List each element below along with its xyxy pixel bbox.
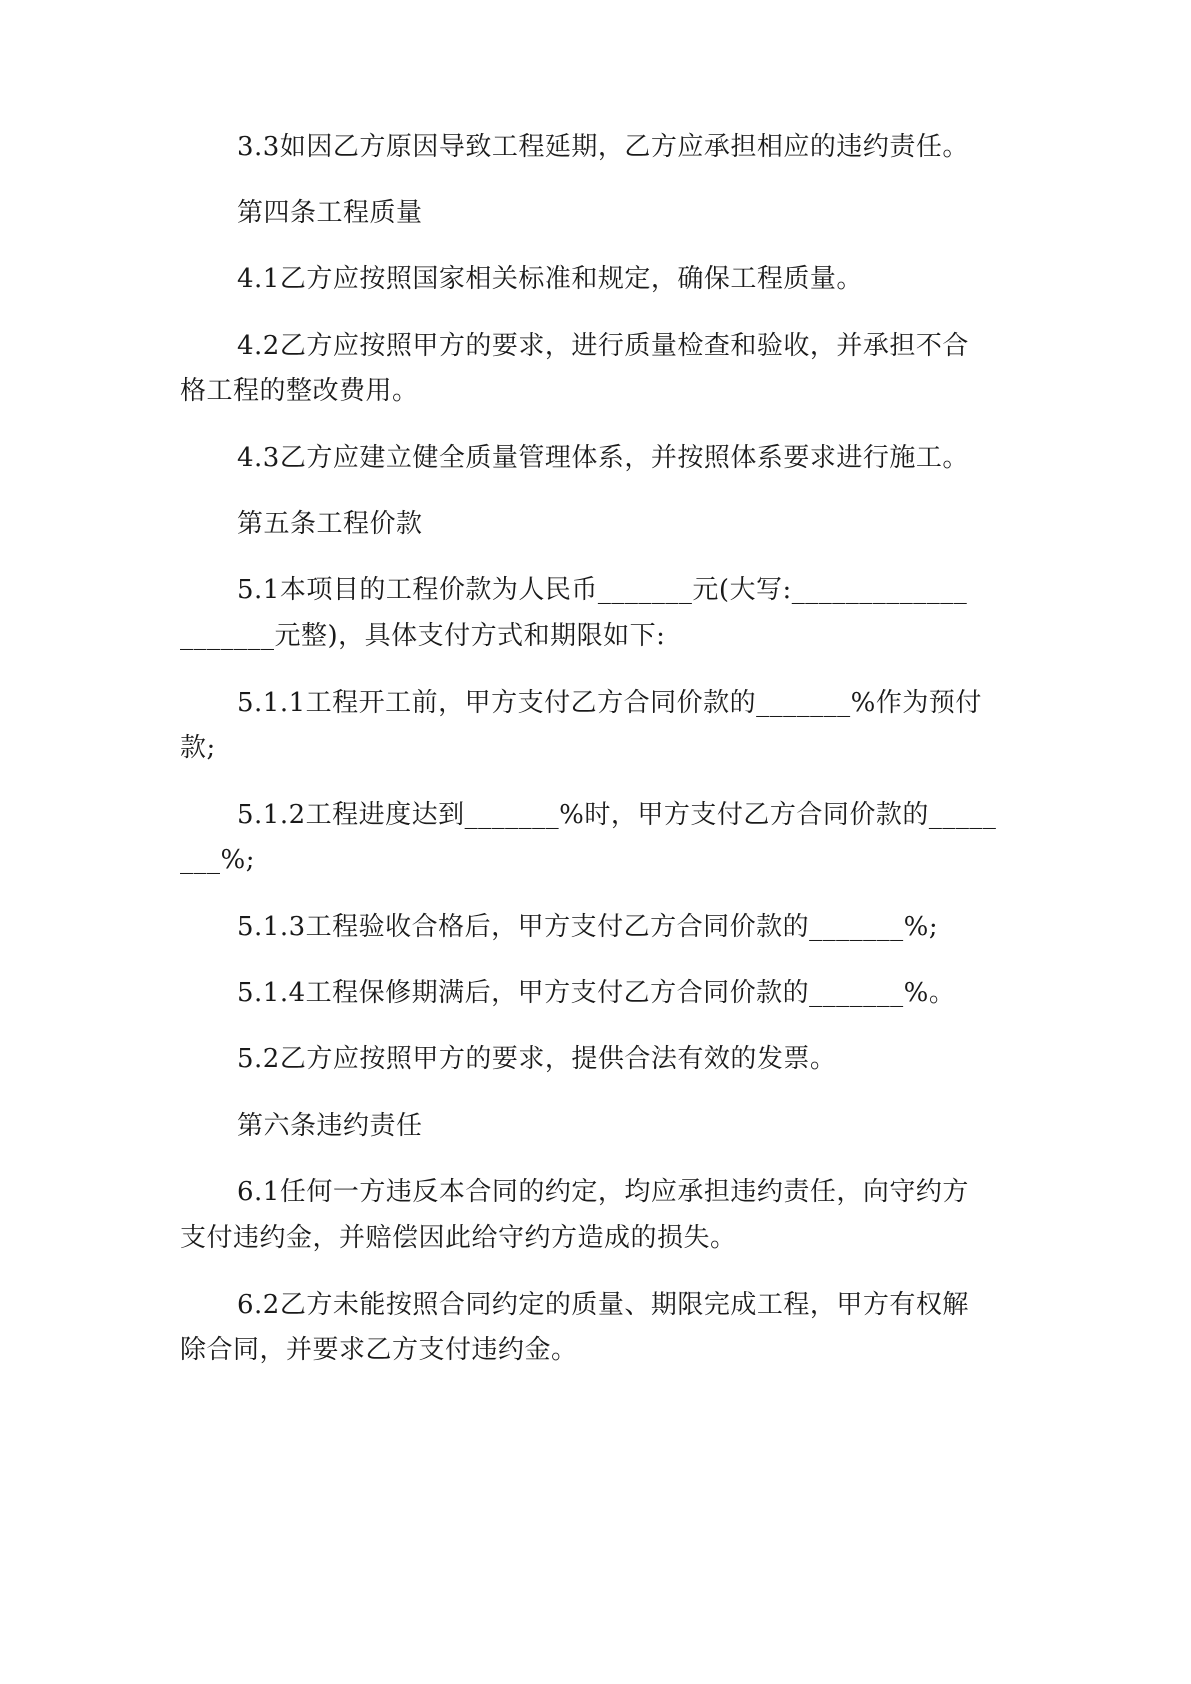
article-4-heading: 第四条工程质量 bbox=[237, 198, 423, 228]
clause-5-1-line-1: 5.1本项目的工程价款为人民币_______元(大写:_____________ bbox=[237, 575, 968, 605]
clause-5-1-line-2: _______元整)，具体支付方式和期限如下: bbox=[180, 621, 666, 651]
clause-5-1-2-line-2: ___%; bbox=[180, 845, 255, 875]
clause-6-2-line-2: 除合同，并要求乙方支付违约金。 bbox=[180, 1335, 578, 1365]
article-6-heading: 第六条违约责任 bbox=[237, 1111, 423, 1141]
clause-5-1-2-line-1: 5.1.2工程进度达到_______%时，甲方支付乙方合同价款的_____ bbox=[237, 800, 997, 830]
clause-5-1-1-line-2: 款; bbox=[180, 733, 216, 763]
clause-6-2-line-1: 6.2乙方未能按照合同约定的质量、期限完成工程，甲方有权解 bbox=[237, 1290, 969, 1320]
clause-4-2-line-1: 4.2乙方应按照甲方的要求，进行质量检查和验收，并承担不合 bbox=[237, 331, 969, 361]
clause-5-1-4: 5.1.4工程保修期满后，甲方支付乙方合同价款的_______%。 bbox=[237, 978, 956, 1008]
clause-5-1-3: 5.1.3工程验收合格后，甲方支付乙方合同价款的_______%; bbox=[237, 912, 939, 942]
clause-6-1-line-2: 支付违约金，并赔偿因此给守约方造成的损失。 bbox=[180, 1223, 737, 1253]
clause-4-3: 4.3乙方应建立健全质量管理体系，并按照体系要求进行施工。 bbox=[237, 443, 969, 473]
clause-4-1: 4.1乙方应按照国家相关标准和规定，确保工程质量。 bbox=[237, 264, 863, 294]
clause-4-2-line-2: 格工程的整改费用。 bbox=[180, 376, 419, 406]
clause-6-1-line-1: 6.1任何一方违反本合同的约定，均应承担违约责任，向守约方 bbox=[237, 1177, 969, 1207]
article-5-heading: 第五条工程价款 bbox=[237, 509, 423, 539]
clause-5-1-1-line-1: 5.1.1工程开工前，甲方支付乙方合同价款的_______%作为预付 bbox=[237, 688, 982, 718]
clause-5-2: 5.2乙方应按照甲方的要求，提供合法有效的发票。 bbox=[237, 1044, 837, 1074]
clause-3-3: 3.3如因乙方原因导致工程延期，乙方应承担相应的违约责任。 bbox=[237, 132, 969, 162]
